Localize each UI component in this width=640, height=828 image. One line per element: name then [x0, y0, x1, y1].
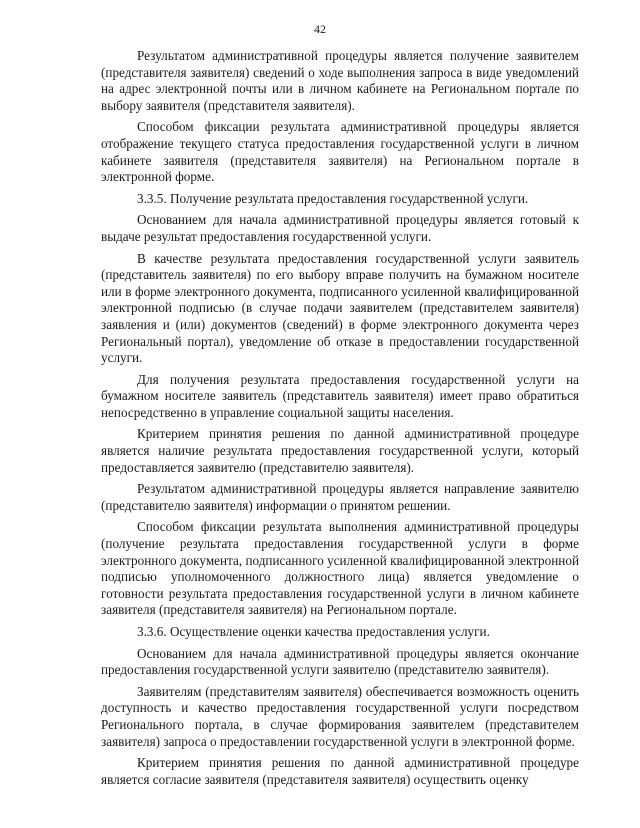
page-number: 42: [314, 22, 326, 36]
paragraph: Основанием для начала административной процедуры является окончание предоставления государственной услуги заявителю (представителю заявителя).: [101, 645, 579, 678]
paragraph: Результатом административной процедуры является направление заявителю (представителю заявителя) информации о принятом решении.: [101, 481, 579, 513]
paragraph: Критерием принятия решения по данной административной процедуре является согласие заявителя (представителя заявителя) осуществить оценку: [101, 755, 579, 787]
paragraph: В качестве результата предоставления государственной услуги заявитель (представитель заявителя) по его выбору вправе получить на бумажном носителе или в форме электронного документа, подписанного усиленной квалифицированной электронной подписью (в случае подачи заявителем (представителем заявителя) заявления и (или) документов (сведений) в форме электронного документа через Региональный портал), уведомление об отказе в предоставлении государственной услуги.: [101, 250, 579, 366]
paragraph: Способом фиксации результата административной процедуры является отображение текущего статуса предоставления государственной услуги в личном кабинете заявителя (представителя заявителя) на Региональном портале в электронной форме.: [101, 119, 579, 185]
paragraph: Заявителям (представителям заявителя) обеспечивается возможность оценить доступность и качество предоставления государственной услуги посредством Регионального портала, в случае формирования заявителем (представителем заявителя) запроса о предоставлении государственной услуги в электронной форме.: [101, 683, 579, 749]
paragraph: Результатом административной процедуры является получение заявителем (представителя заявителя) сведений о ходе выполнения запроса в виде уведомлений на адрес электронной почты или в личном кабинете на Региональном портале по выбору заявителя (представителя заявителя).: [101, 48, 579, 113]
section-heading: 3.3.5. Получение результата предоставления государственной услуги.: [137, 190, 529, 206]
paragraph: Основанием для начала административной процедуры является готовый к выдаче результат предоставления государственной услуги.: [101, 212, 579, 244]
body-text: [101, 48, 579, 793]
paragraph: Для получения результата предоставления государственной услуги на бумажном носителе заявитель (представитель заявителя) имеет право обратиться непосредственно в управление социальной защиты населения.: [101, 371, 579, 420]
section-heading: 3.3.6. Осуществление оценки качества предоставления услуги.: [137, 624, 490, 639]
paragraph: Способом фиксации результата выполнения административной процедуры (получение результата предоставления государственной услуги в форме электронного документа, подписанного усиленной квалифицированной электронной подписью уполномоченного должностного лица) является уведомление о готовности результата предоставления государственной услуги в личном кабинете заявителя (представителя заявителя) на Региональном портале.: [101, 519, 580, 618]
paragraph: Критерием принятия решения по данной административной процедуре является наличие результата предоставления государственной услуги, который предоставляется заявителю (представителю заявителя).: [101, 426, 579, 475]
